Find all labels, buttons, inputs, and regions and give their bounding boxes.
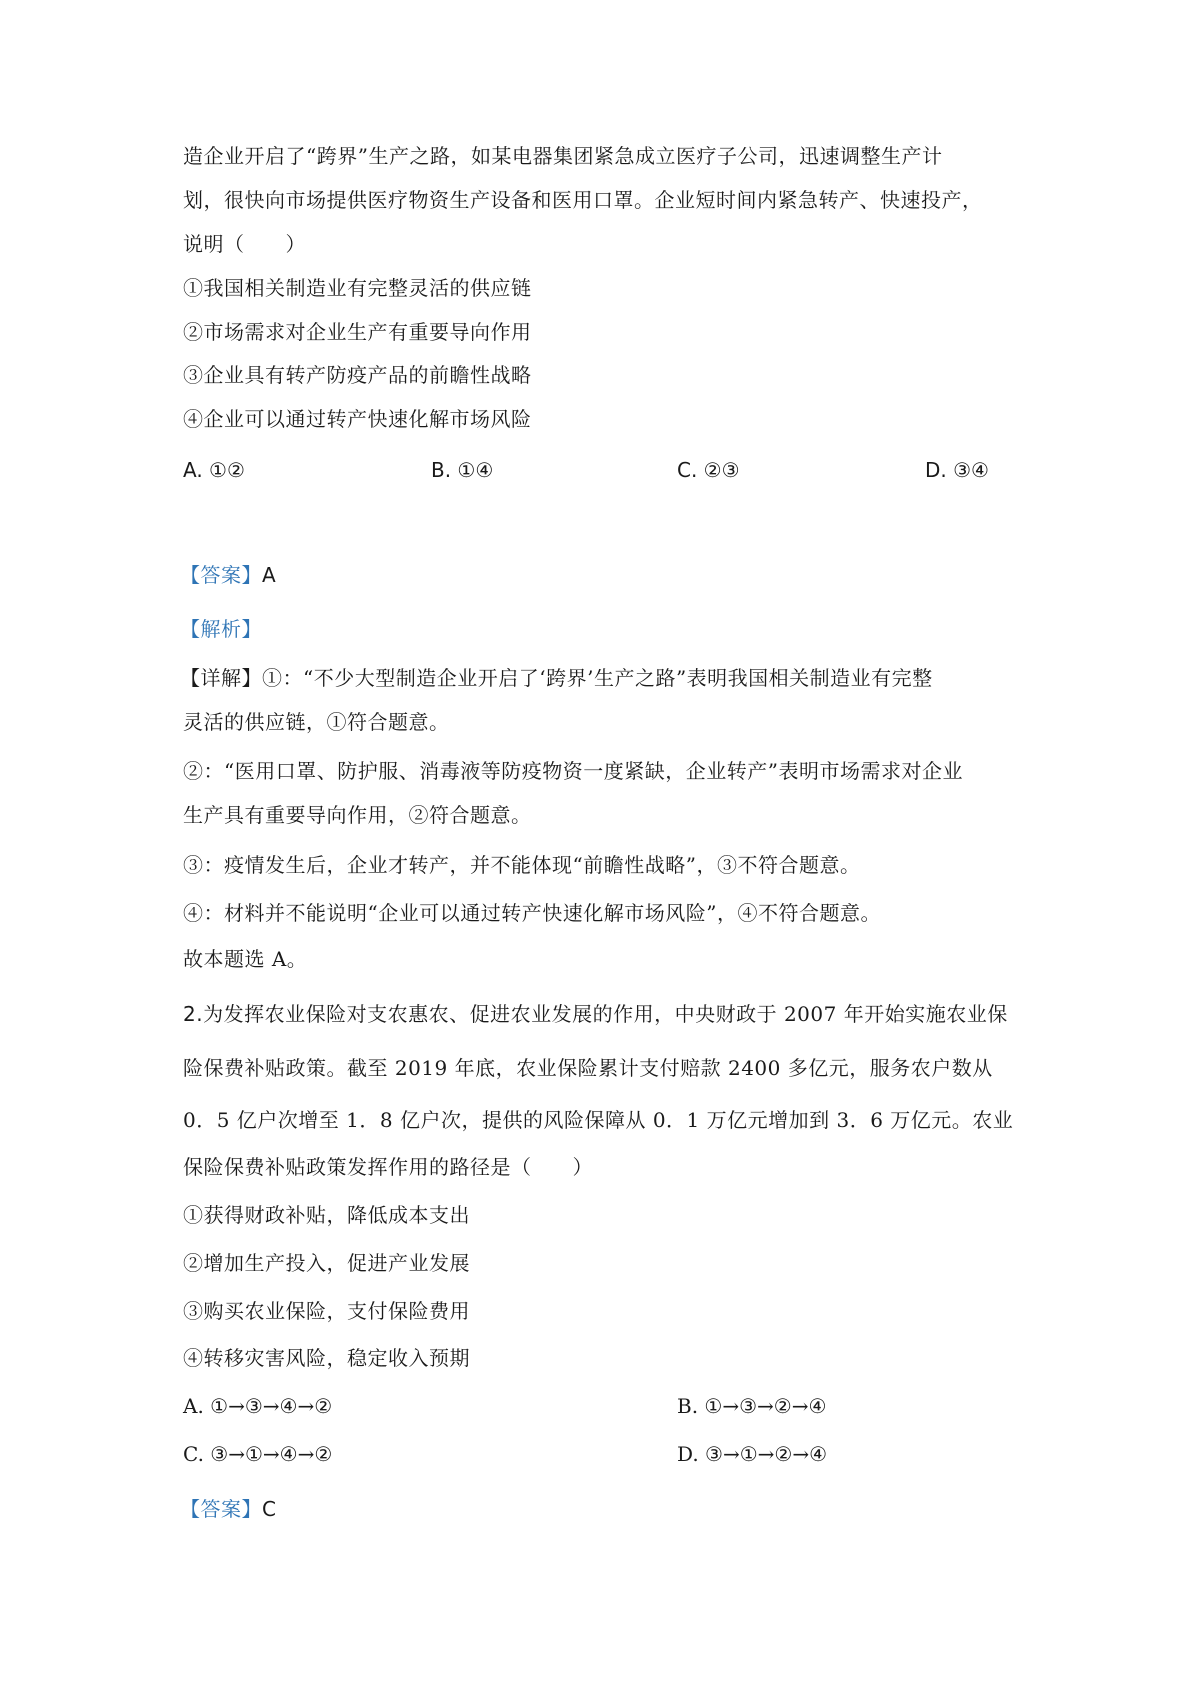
q2-option-d[interactable]: D. ③→①→②→④: [677, 1442, 828, 1466]
q2-option-b[interactable]: B. ①→③→②→④: [677, 1394, 827, 1418]
q1-item-4: ④企业可以通过转产快速化解市场风险: [183, 407, 532, 431]
q1-analysis-line-1: 【详解】①：“不少大型制造企业开启了‘跨界’生产之路”表明我国相关制造业有完整: [180, 666, 933, 690]
q2-answer-tag: 【答案】: [180, 1497, 262, 1521]
q2-option-c[interactable]: C. ③→①→④→②: [183, 1442, 333, 1466]
q1-analysis-tag: 【解析】: [180, 617, 262, 641]
q1-stem-line-3: 说明（ ）: [183, 232, 306, 256]
q1-option-b[interactable]: B. ①④: [431, 458, 494, 482]
q1-answer: [180, 561, 276, 589]
q1-answer-value: A: [262, 563, 277, 587]
q2-answer-value: C: [262, 1497, 277, 1521]
q2-option-a[interactable]: A. ①→③→④→②: [183, 1394, 333, 1418]
q2-stem-line-2: 险保费补贴政策。截至 2019 年底，农业保险累计支付赔款 2400 多亿元，服务农户数从: [183, 1056, 993, 1080]
q2-number: 2.: [183, 1002, 204, 1026]
q1-analysis-line-6: ④：材料并不能说明“企业可以通过转产快速化解市场风险”，④不符合题意。: [183, 901, 881, 925]
q1-analysis-line-5: ③：疫情发生后，企业才转产，并不能体现“前瞻性战略”，③不符合题意。: [183, 853, 861, 877]
q2-item-3: ③购买农业保险，支付保险费用: [183, 1299, 470, 1323]
q1-option-d[interactable]: D. ③④: [925, 458, 989, 482]
q1-analysis-line-2: 灵活的供应链，①符合题意。: [183, 710, 450, 734]
q1-analysis-line-7: 故本题选 A。: [183, 947, 308, 971]
q2-item-2: ②增加生产投入，促进产业发展: [183, 1251, 470, 1275]
q1-answer-tag: 【答案】: [180, 563, 262, 587]
q1-analysis-line-4: 生产具有重要导向作用，②符合题意。: [183, 803, 532, 827]
q1-option-c[interactable]: C. ②③: [677, 458, 740, 482]
q1-option-a[interactable]: A. ①②: [183, 458, 245, 482]
q1-item-1: ①我国相关制造业有完整灵活的供应链: [183, 276, 532, 300]
q1-stem-line-1: 造企业开启了“跨界”生产之路，如某电器集团紧急成立医疗子公司，迅速调整生产计: [183, 144, 943, 168]
q2-stem-line-4: 保险保费补贴政策发挥作用的路径是（ ）: [183, 1155, 593, 1179]
q2-stem-line-3: 0．5 亿户次增至 1．8 亿户次，提供的风险保障从 0．1 万亿元增加到 3．6 万亿元。农业: [183, 1108, 1014, 1132]
q2-stem-first: 为发挥农业保险对支农惠农、促进农业发展的作用，中央财政于 2007 年开始实施农业保: [203, 1002, 1008, 1026]
q1-analysis-line-3: ②：“医用口罩、防护服、消毒液等防疫物资一度紧缺，企业转产”表明市场需求对企业: [183, 759, 963, 783]
q2-stem-line-1: [183, 1000, 1008, 1028]
q2-item-1: ①获得财政补贴，降低成本支出: [183, 1203, 470, 1227]
q2-answer: [180, 1495, 276, 1523]
q1-item-2: ②市场需求对企业生产有重要导向作用: [183, 320, 532, 344]
q2-item-4: ④转移灾害风险，稳定收入预期: [183, 1346, 470, 1370]
q1-item-3: ③企业具有转产防疫产品的前瞻性战略: [183, 363, 532, 387]
q1-stem-line-2: 划，很快向市场提供医疗物资生产设备和医用口罩。企业短时间内紧急转产、快速投产，: [183, 188, 983, 212]
